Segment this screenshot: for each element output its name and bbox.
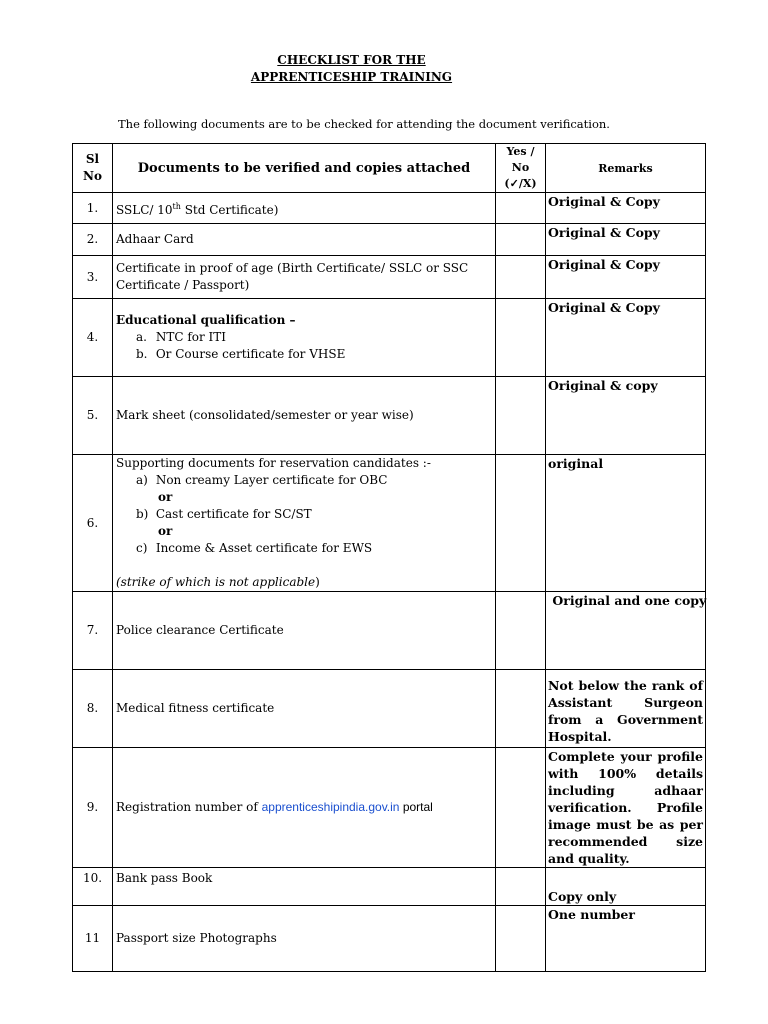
header-yesno-line1: Yes / No <box>506 145 535 174</box>
list-marker: a) <box>136 473 148 487</box>
header-yesno-line2: (✓/X) <box>504 177 537 190</box>
table-row <box>73 670 706 748</box>
header-row <box>73 144 706 193</box>
row-document: Police clearance Certificate <box>113 592 496 670</box>
table-row <box>73 592 706 670</box>
list-item: NTC for ITI <box>155 330 227 344</box>
doc-line: Certificate in proof of age (Birth Certificate/ SSLC or SSC <box>116 261 469 275</box>
list-marker: b) <box>136 507 149 521</box>
table-row <box>73 377 706 455</box>
row-remark: original <box>546 455 706 592</box>
row-remark: Original & copy <box>546 377 706 455</box>
doc-text: Registration number of <box>116 800 262 814</box>
row-number: 10. <box>73 868 113 906</box>
yes-no-cell[interactable] <box>496 299 546 377</box>
header-remarks: Remarks <box>546 144 706 193</box>
list-marker: b. <box>136 347 148 361</box>
header-documents: Documents to be verified and copies attached <box>113 144 496 193</box>
doc-text: Std Certificate) <box>180 202 279 217</box>
table-row <box>73 299 706 377</box>
doc-text: SSLC/ 10 <box>116 202 173 217</box>
row-number: 7. <box>73 592 113 670</box>
table-row <box>73 224 706 256</box>
header-sl-line2: No <box>83 169 102 183</box>
row-number: 9. <box>73 748 113 868</box>
row-remark: Original and one copy <box>546 592 706 670</box>
title-line-1: CHECKLIST FOR THE <box>277 53 426 67</box>
row-document <box>113 748 496 868</box>
doc-text: portal <box>399 800 433 814</box>
yes-no-cell[interactable] <box>496 455 546 592</box>
list-item: Non creamy Layer certificate for OBC <box>155 473 388 487</box>
yes-no-cell[interactable] <box>496 670 546 748</box>
intro-text: The following documents are to be checked for attending the document verification. <box>118 117 610 131</box>
yes-no-cell[interactable] <box>496 377 546 455</box>
yes-no-cell[interactable] <box>496 748 546 868</box>
table-row <box>73 455 706 592</box>
list-marker: c) <box>136 541 148 555</box>
header-sl-no <box>73 144 113 193</box>
row-document: Passport size Photographs <box>113 906 496 972</box>
row-number: 11 <box>73 906 113 972</box>
row-document: Adhaar Card <box>113 224 496 256</box>
row-document: Mark sheet (consolidated/semester or year wise) <box>113 377 496 455</box>
doc-heading: Supporting documents for reservation candidates :- <box>116 456 431 470</box>
doc-line: Certificate / Passport) <box>116 278 250 292</box>
row-remark: Complete your profile with 100% details including adhaar verification. Profile image must be as per recommended size and quality. <box>546 748 706 868</box>
row-remark: Original & Copy <box>546 224 706 256</box>
row-number: 3. <box>73 256 113 299</box>
header-sl-line1: Sl <box>85 152 100 166</box>
row-document <box>113 299 496 377</box>
row-number: 6. <box>73 455 113 592</box>
row-document <box>113 193 496 224</box>
note-text: (strike of which is not applicable <box>116 575 316 589</box>
yes-no-cell[interactable] <box>496 193 546 224</box>
row-document <box>113 256 496 299</box>
note-text: ) <box>315 575 320 589</box>
portal-link[interactable]: apprenticeshipindia.gov.in <box>261 800 400 814</box>
header-yes-no <box>496 144 546 193</box>
row-remark: Original & Copy <box>546 193 706 224</box>
row-remark: One number <box>546 906 706 972</box>
list-item: Cast certificate for SC/ST <box>155 507 312 521</box>
list-item: Income & Asset certificate for EWS <box>155 541 373 555</box>
checklist-table <box>72 143 706 972</box>
table-row <box>73 868 706 906</box>
list-item: Or Course certificate for VHSE <box>155 347 346 361</box>
doc-heading: Educational qualification – <box>116 313 296 327</box>
row-document <box>113 455 496 592</box>
table-row <box>73 748 706 868</box>
title-line-2: APPRENTICESHIP TRAINING <box>250 70 453 84</box>
table-row <box>73 256 706 299</box>
yes-no-cell[interactable] <box>496 868 546 906</box>
table-row <box>73 906 706 972</box>
row-remark: Copy only <box>546 868 706 906</box>
yes-no-cell[interactable] <box>496 592 546 670</box>
row-number: 1. <box>73 193 113 224</box>
row-remark: Original & Copy <box>546 256 706 299</box>
row-remark: Original & Copy <box>546 299 706 377</box>
row-number: 8. <box>73 670 113 748</box>
row-number: 4. <box>73 299 113 377</box>
row-document: Bank pass Book <box>113 868 496 906</box>
doc-superscript: th <box>172 201 181 211</box>
list-marker: a. <box>136 330 147 344</box>
yes-no-cell[interactable] <box>496 224 546 256</box>
row-document: Medical fitness certificate <box>113 670 496 748</box>
yes-no-cell[interactable] <box>496 256 546 299</box>
row-remark: Not below the rank of Assistant Surgeon from a Government Hospital. <box>546 670 706 748</box>
table-row <box>73 193 706 224</box>
row-number: 5. <box>73 377 113 455</box>
row-number: 2. <box>73 224 113 256</box>
or-text: or <box>158 524 173 538</box>
or-text: or <box>158 490 173 504</box>
yes-no-cell[interactable] <box>496 906 546 972</box>
